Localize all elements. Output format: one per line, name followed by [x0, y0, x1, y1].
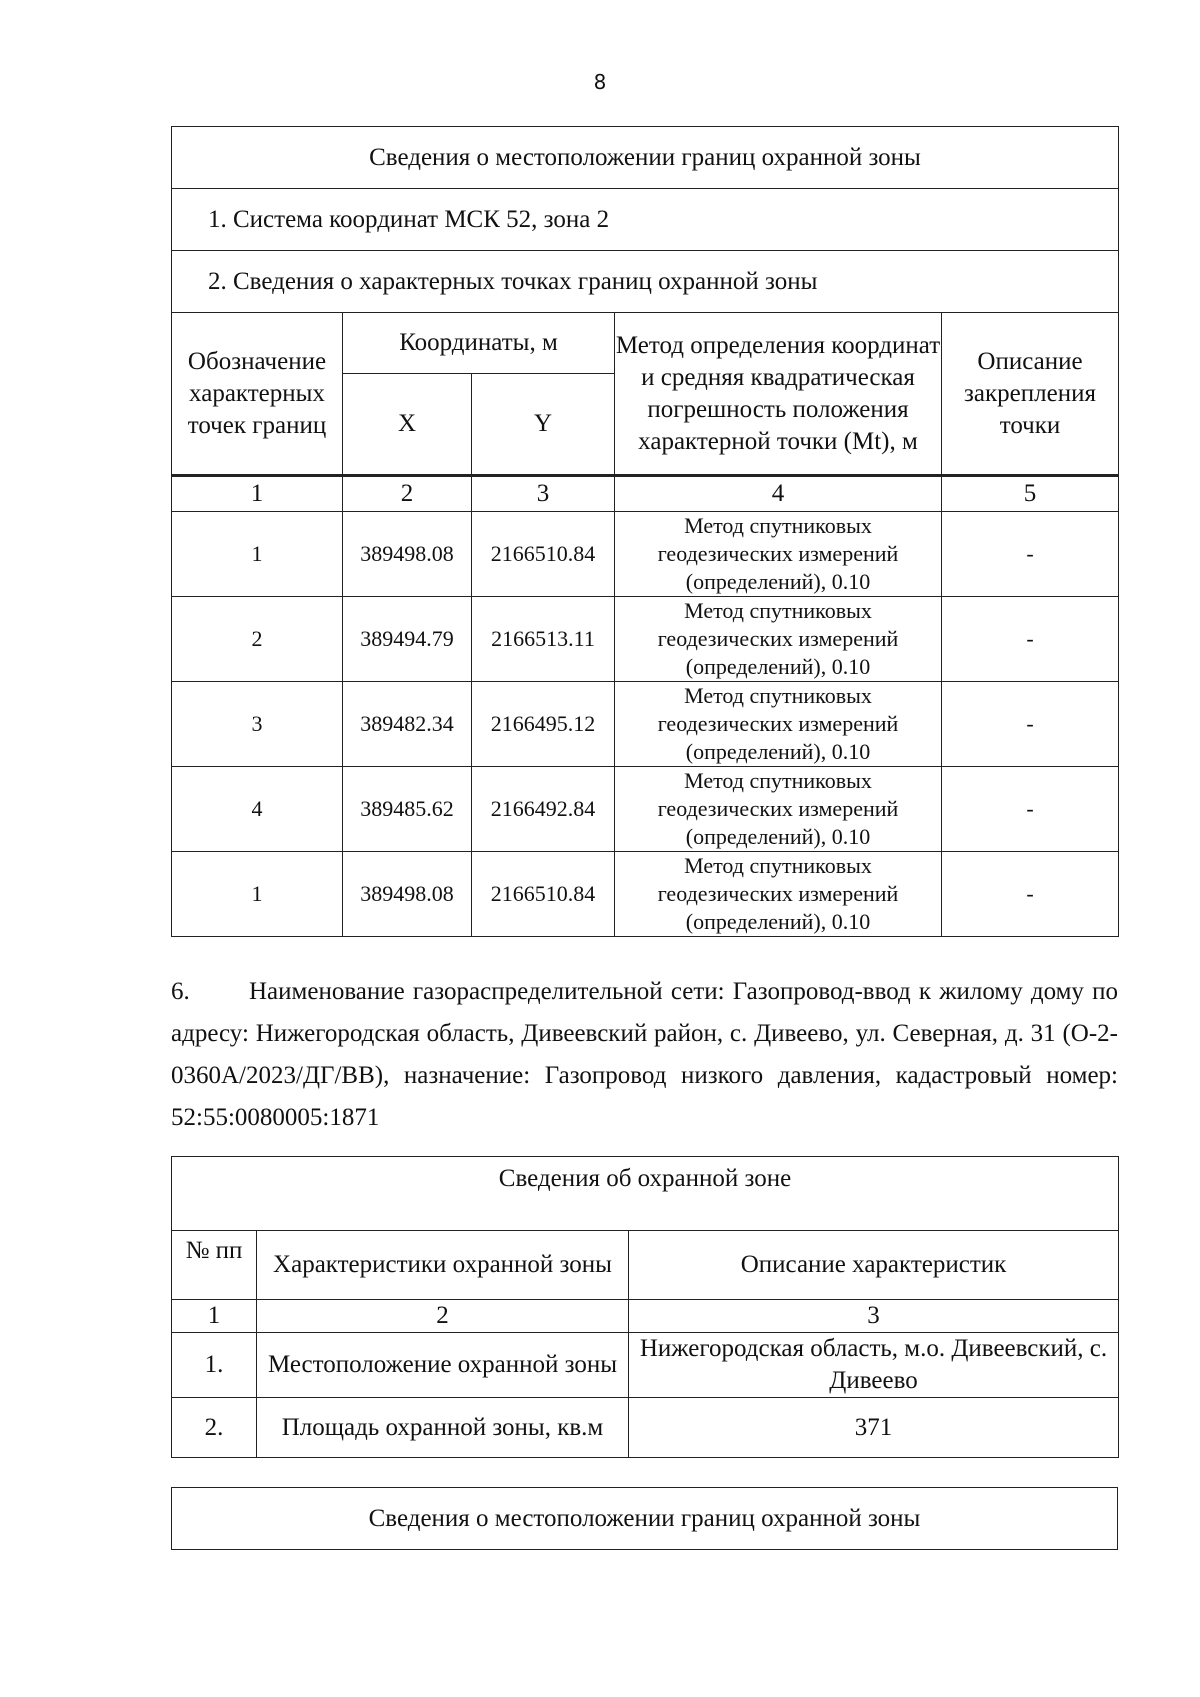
row-characteristic: Местоположение охранной зоны	[257, 1333, 629, 1398]
point-id: 1	[172, 512, 343, 597]
coord-x: 389494.79	[343, 597, 472, 682]
network-description	[171, 971, 1118, 1139]
column-number: 3	[472, 476, 615, 512]
coord-y: 2166510.84	[472, 852, 615, 937]
fixing: -	[942, 682, 1119, 767]
protection-zone-table	[171, 1156, 1119, 1458]
table-title: Сведения об охранной зоне	[172, 1157, 1119, 1231]
row-description: 371	[629, 1398, 1119, 1458]
column-number: 2	[343, 476, 472, 512]
header-characteristics: Характеристики охранной зоны	[257, 1231, 629, 1300]
column-number: 1	[172, 1300, 257, 1333]
table-row	[172, 852, 1119, 937]
method: Метод спутниковых геодезических измерений (определений), 0.10	[615, 682, 942, 767]
coordinate-system: 1. Система координат МСК 52, зона 2	[172, 189, 1119, 251]
header-coordinates: Координаты, м	[343, 313, 615, 374]
coord-y: 2166492.84	[472, 767, 615, 852]
coord-y: 2166495.12	[472, 682, 615, 767]
coord-x: 389485.62	[343, 767, 472, 852]
table-title: Сведения о местоположении границ охранной зоны	[172, 1488, 1118, 1550]
method: Метод спутниковых геодезических измерений (определений), 0.10	[615, 852, 942, 937]
table-title: Сведения о местоположении границ охранной зоны	[172, 127, 1119, 189]
table-row	[172, 1333, 1119, 1398]
page-number: 8	[593, 70, 607, 94]
column-number: 4	[615, 476, 942, 512]
point-id: 4	[172, 767, 343, 852]
column-number: 2	[257, 1300, 629, 1333]
header-num: № пп	[172, 1231, 257, 1300]
row-characteristic: Площадь охранной зоны, кв.м	[257, 1398, 629, 1458]
row-num: 1.	[172, 1333, 257, 1398]
coord-y: 2166513.11	[472, 597, 615, 682]
boundary-location-table	[171, 1487, 1118, 1550]
fixing: -	[942, 852, 1119, 937]
row-description: Нижегородская область, м.о. Дивеевский, с. Дивеево	[629, 1333, 1119, 1398]
table-row	[172, 512, 1119, 597]
row-num: 2.	[172, 1398, 257, 1458]
paragraph-text: Наименование газораспределительной сети: Газопровод-ввод к жилому дому по адресу: Нижегородская область, Дивеевский район, с. Дивеево, ул. Северная, д. 31 (О-2-0360А/2023/ДГ/ВВ), назначение: Газопровод низкого давления, кадастровый номер: 52:55:0080005:1871	[171, 978, 1118, 1131]
method: Метод спутниковых геодезических измерений (определений), 0.10	[615, 767, 942, 852]
coord-x: 389498.08	[343, 512, 472, 597]
fixing: -	[942, 597, 1119, 682]
coord-y: 2166510.84	[472, 512, 615, 597]
paragraph-number: 6.	[171, 978, 190, 1005]
header-designation: Обозначение характерных точек границ	[172, 313, 343, 476]
boundary-points-table	[171, 126, 1119, 937]
header-description: Описание характеристик	[629, 1231, 1119, 1300]
point-id: 3	[172, 682, 343, 767]
coord-x: 389498.08	[343, 852, 472, 937]
point-id: 1	[172, 852, 343, 937]
header-y: Y	[472, 374, 615, 476]
fixing: -	[942, 767, 1119, 852]
table-row	[172, 767, 1119, 852]
method: Метод спутниковых геодезических измерений (определений), 0.10	[615, 512, 942, 597]
table-row	[172, 1398, 1119, 1458]
coord-x: 389482.34	[343, 682, 472, 767]
header-x: X	[343, 374, 472, 476]
header-fixing: Описание закрепления точки	[942, 313, 1119, 476]
fixing: -	[942, 512, 1119, 597]
method: Метод спутниковых геодезических измерений (определений), 0.10	[615, 597, 942, 682]
table-row	[172, 597, 1119, 682]
header-method: Метод определения координат и средняя квадратическая погрешность положения характерной точки (Mt), м	[615, 313, 942, 476]
point-id: 2	[172, 597, 343, 682]
column-number: 5	[942, 476, 1119, 512]
column-number: 3	[629, 1300, 1119, 1333]
points-section-title: 2. Сведения о характерных точках границ охранной зоны	[172, 251, 1119, 313]
table-row	[172, 682, 1119, 767]
column-number: 1	[172, 476, 343, 512]
